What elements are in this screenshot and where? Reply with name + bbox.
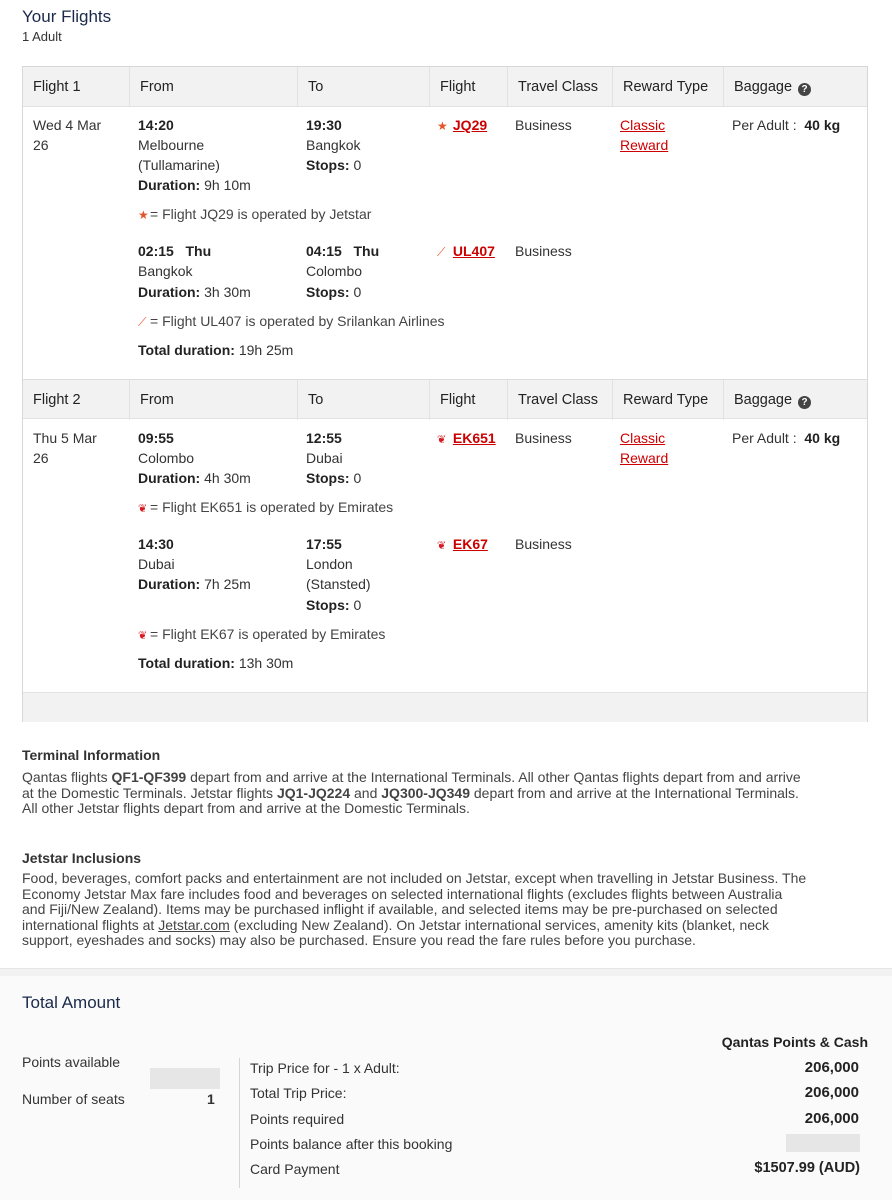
flight-2-date-line1: Thu 5 Mar xyxy=(33,430,97,446)
seg-1-1-dep-place: Melbourne xyxy=(138,137,205,153)
seg-1-2-flight[interactable] xyxy=(437,241,495,262)
seg-2-2-operated-note: ❦ = Flight EK67 is operated by Emirates xyxy=(138,624,385,646)
seg-2-2-arr-place2: (Stansted) xyxy=(306,576,371,592)
from-header-2: From xyxy=(129,380,297,420)
emirates-logo-icon: ❦ xyxy=(437,540,447,552)
emirates-logo-icon: ❦ xyxy=(138,503,148,515)
from-header: From xyxy=(129,67,297,107)
points-required-value: 206,000 xyxy=(804,1110,859,1127)
seg-1-2-arr-time: 04:15 Thu xyxy=(306,243,380,259)
points-available-label: Points available xyxy=(22,1054,121,1070)
seg-1-1-stops: Stops: 0 xyxy=(306,157,362,173)
card-payment-label: Card Payment xyxy=(250,1161,340,1177)
flight-link-ek651[interactable]: EK651 xyxy=(452,430,496,446)
flight-1-reward-link-2[interactable]: Reward xyxy=(620,137,669,153)
flight-1-date-line1: Wed 4 Mar xyxy=(33,117,102,133)
terminal-info-title: Terminal Information xyxy=(22,747,161,763)
number-of-seats-label: Number of seats xyxy=(22,1091,125,1107)
flight-2-header-row xyxy=(23,379,867,419)
seg-2-1-flight[interactable] xyxy=(437,428,496,450)
jetstar-inclusions-text: Food, beverages, comfort packs and entertainment are not included on Jetstar, except when travelling in Jetstar Business. The Economy Jetstar Max fare includes food and beverages on selected international flights (excludes flights between Australia and Fiji/New Zealand). Items may be purchased inflight if available, and selected items may be pre-purchased on selected international flights at Jetstar.com (excluding New Zealand). On Jetstar international services, amenity kits (blanket, neck support, eyeshades and socks) may also be purchased. Ensure you read the fare rules before you purchase. xyxy=(22,870,807,948)
flight-header: Flight xyxy=(429,67,507,107)
flight-2-baggage: Per Adult : 40 kg xyxy=(732,430,841,446)
reward-type-header: Reward Type xyxy=(612,67,723,107)
table-footer xyxy=(23,692,867,722)
jetstar-star-icon: ★ xyxy=(138,208,149,222)
seg-2-2-duration: Duration: 7h 25m xyxy=(138,576,251,592)
card-payment-value: $1507.99 (AUD) xyxy=(754,1160,860,1176)
seg-1-1-flight[interactable] xyxy=(437,115,487,136)
points-available-value-masked xyxy=(150,1068,220,1089)
seg-2-1-stops: Stops: 0 xyxy=(306,470,362,486)
total-divider-line xyxy=(239,1058,240,1188)
help-icon[interactable]: ? xyxy=(798,83,811,96)
page-title: Your Flights xyxy=(22,7,112,26)
trip-price-value: 206,000 xyxy=(804,1059,859,1076)
number-of-seats-value: 1 xyxy=(207,1091,215,1107)
seg-1-1-dep-place2: (Tullamarine) xyxy=(138,157,220,173)
flight-2-label: Flight 2 xyxy=(33,392,81,408)
seg-2-2-stops: Stops: 0 xyxy=(306,597,362,613)
seg-1-2-duration: Duration: 3h 30m xyxy=(138,284,251,300)
points-required-label: Points required xyxy=(250,1111,345,1127)
seg-1-2-dep-place: Bangkok xyxy=(138,263,193,279)
flight-2-date-line2: 26 xyxy=(33,450,49,466)
flight-2-total-duration: Total duration: 13h 30m xyxy=(138,655,294,671)
travel-class-header-2: Travel Class xyxy=(507,380,612,420)
seg-1-1-operated-note: ★= Flight JQ29 is operated by Jetstar xyxy=(138,204,371,225)
flight-2-reward-link[interactable]: Classic xyxy=(620,430,666,446)
flight-1-reward-link[interactable]: Classic xyxy=(620,117,666,133)
seg-2-1-class: Business xyxy=(515,430,572,446)
seg-1-1-dep-time: 14:20 xyxy=(138,117,174,133)
flight-1-header-row xyxy=(23,67,867,107)
jetstar-link[interactable]: Jetstar.com xyxy=(158,916,230,933)
seg-2-1-dep-place: Colombo xyxy=(138,450,195,466)
seg-2-1-dep-time: 09:55 xyxy=(138,430,174,446)
seg-2-2-dep-place: Dubai xyxy=(138,556,175,572)
flight-1-date-line2: 26 xyxy=(33,137,49,153)
srilankan-peacock-icon: ⟋ xyxy=(138,315,147,329)
seg-2-2-arr-place: London xyxy=(306,556,353,572)
seg-1-1-arr-time: 19:30 xyxy=(306,117,342,133)
points-balance-label: Points balance after this booking xyxy=(250,1136,453,1152)
to-header-2: To xyxy=(297,380,429,420)
flight-1-baggage: Per Adult : 40 kg xyxy=(732,117,841,133)
srilankan-peacock-icon: ⟋ xyxy=(437,245,446,259)
seg-1-2-arr-place: Colombo xyxy=(306,263,363,279)
flight-header-2: Flight xyxy=(429,380,507,420)
seg-2-1-operated-note: ❦ = Flight EK651 is operated by Emirates xyxy=(138,497,393,519)
seg-1-2-dep-time: 02:15 Thu xyxy=(138,243,212,259)
flight-link-jq29[interactable]: JQ29 xyxy=(452,117,488,133)
seg-1-1-arr-place: Bangkok xyxy=(306,137,361,153)
seg-2-2-dep-time: 14:30 xyxy=(138,536,174,552)
seg-1-1-duration: Duration: 9h 10m xyxy=(138,177,251,193)
seg-1-1-class: Business xyxy=(515,117,572,133)
seg-2-2-class: Business xyxy=(515,536,572,552)
seg-2-1-duration: Duration: 4h 30m xyxy=(138,470,251,486)
to-header: To xyxy=(297,67,429,107)
jetstar-star-icon: ★ xyxy=(437,119,448,133)
flight-2-reward-link-2[interactable]: Reward xyxy=(620,450,669,466)
flight-link-ul407[interactable]: UL407 xyxy=(452,243,495,259)
points-balance-value-masked xyxy=(786,1134,860,1152)
total-trip-price-value: 206,000 xyxy=(804,1084,859,1101)
flight-1-total-duration: Total duration: 19h 25m xyxy=(138,342,294,358)
jetstar-inclusions-title: Jetstar Inclusions xyxy=(22,850,142,866)
total-amount-title: Total Amount xyxy=(22,993,121,1012)
seg-2-2-flight[interactable] xyxy=(437,534,488,556)
seg-1-2-operated-note: ⟋ = Flight UL407 is operated by Srilankan Airlines xyxy=(138,311,445,332)
terminal-info-text: Qantas flights QF1-QF399 depart from and arrive at the International Terminals. All other Qantas flights depart from and arrive at the Domestic Terminals. Jetstar flights JQ1-JQ224 and JQ300-JQ349 depart from and arrive at the International Terminals. All other Jetstar flights depart from and arrive at the Domestic Terminals. xyxy=(22,769,801,816)
seg-2-1-arr-place: Dubai xyxy=(306,450,343,466)
seg-1-2-class: Business xyxy=(515,243,572,259)
passenger-count: 1 Adult xyxy=(22,29,62,44)
flight-link-ek67[interactable]: EK67 xyxy=(452,536,488,552)
trip-price-label: Trip Price for - 1 x Adult: xyxy=(250,1060,400,1076)
baggage-header: Baggage ? xyxy=(723,67,867,107)
seg-1-2-stops: Stops: 0 xyxy=(306,284,362,300)
emirates-logo-icon: ❦ xyxy=(437,434,447,446)
help-icon[interactable]: ? xyxy=(798,396,811,409)
baggage-header-2: Baggage ? xyxy=(723,380,867,420)
flight-1-label: Flight 1 xyxy=(33,79,81,95)
reward-type-header-2: Reward Type xyxy=(612,380,723,420)
total-trip-price-label: Total Trip Price: xyxy=(250,1085,347,1101)
flights-table xyxy=(22,66,868,722)
emirates-logo-icon: ❦ xyxy=(138,630,148,642)
seg-2-2-arr-time: 17:55 xyxy=(306,536,342,552)
seg-2-1-arr-time: 12:55 xyxy=(306,430,342,446)
payment-column-head: Qantas Points & Cash xyxy=(721,1034,868,1050)
travel-class-header: Travel Class xyxy=(507,67,612,107)
